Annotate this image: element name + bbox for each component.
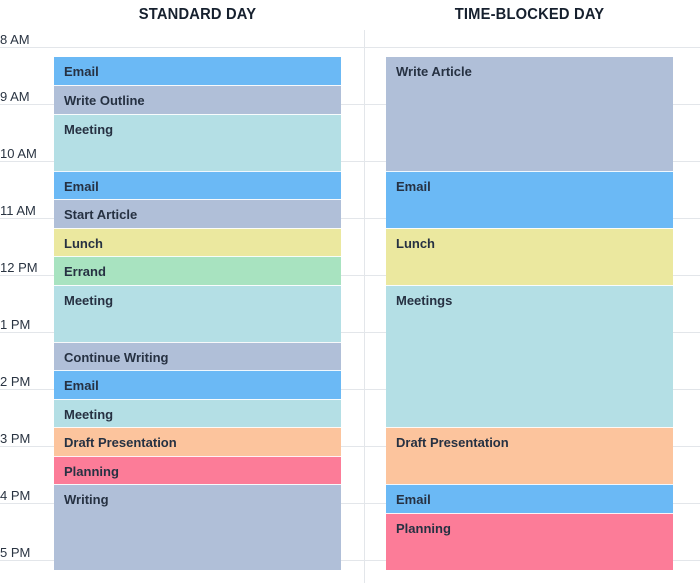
schedule-block: Write Article <box>386 57 673 171</box>
schedule-block: Lunch <box>386 228 673 285</box>
time-label: 11 AM <box>0 203 36 218</box>
column-divider <box>364 30 365 583</box>
schedule-block: Start Article <box>54 199 341 228</box>
time-label: 1 PM <box>0 317 31 332</box>
time-label: 2 PM <box>0 374 31 389</box>
schedule-block: Meeting <box>54 399 341 427</box>
schedule-block: Continue Writing <box>54 342 341 370</box>
schedule-block: Email <box>386 484 673 513</box>
time-blocked-day-title: TIME-BLOCKED DAY <box>454 6 605 23</box>
time-label: 3 PM <box>0 431 31 446</box>
schedule-block: Writing <box>54 484 341 570</box>
time-label: 10 AM <box>0 146 37 161</box>
time-label: 12 PM <box>0 260 38 275</box>
time-label: 9 AM <box>0 89 30 104</box>
schedule-block: Write Outline <box>54 85 341 114</box>
schedule-block: Lunch <box>54 228 341 256</box>
standard-day-title: STANDARD DAY <box>138 6 257 23</box>
schedule-block: Email <box>54 171 341 199</box>
schedule-block: Draft Presentation <box>54 427 341 456</box>
schedule-block: Planning <box>386 513 673 570</box>
schedule-block: Email <box>386 171 673 228</box>
hour-gridline <box>0 47 700 48</box>
schedule-block: Errand <box>54 256 341 285</box>
schedule-block: Meetings <box>386 285 673 427</box>
schedule-block: Draft Presentation <box>386 427 673 484</box>
time-label: 8 AM <box>0 32 30 47</box>
schedule-block: Meeting <box>54 285 341 342</box>
time-label: 5 PM <box>0 545 31 560</box>
schedule-block: Email <box>54 57 341 85</box>
schedule-block: Email <box>54 370 341 399</box>
time-label: 4 PM <box>0 488 31 503</box>
schedule-block: Meeting <box>54 114 341 171</box>
schedule-block: Planning <box>54 456 341 484</box>
